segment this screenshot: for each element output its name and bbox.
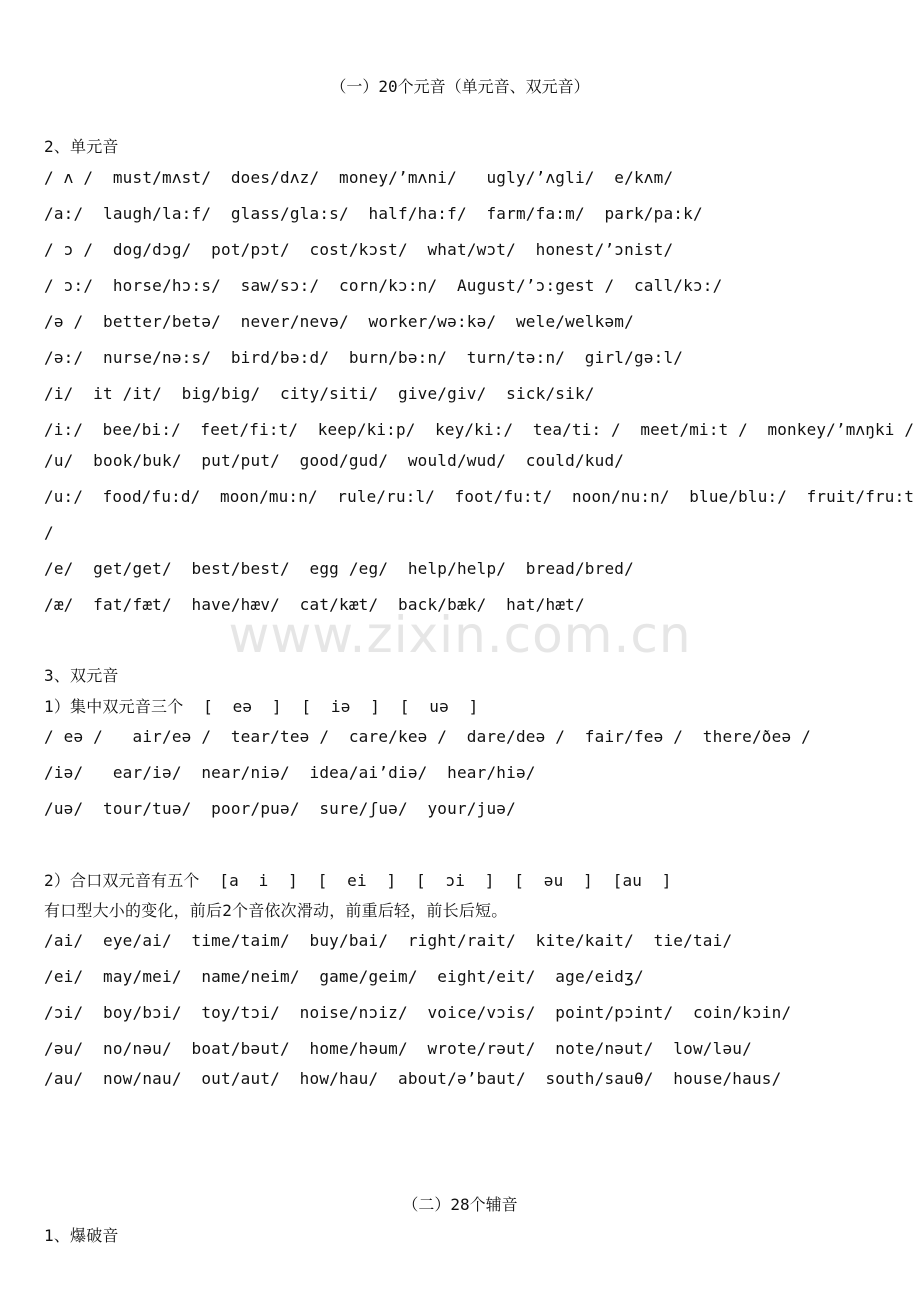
vowels-title: （一）20个元音（单元音、双元音） [330, 77, 590, 96]
diphthong-row-ai: /ai/ eye/ai/ time/taim/ buy/bai/ right/rait/ kite/kait/ tie/tai/ [44, 931, 733, 950]
centering-diphthongs-heading: 1）集中双元音三个 [ eə ] [ iə ] [ uə ] [44, 697, 479, 716]
monophthongs-heading: 2、单元音 [44, 137, 119, 156]
diphthong-row-ua: /uə/ tour/tuə/ poor/puə/ sure/ʃuə/ your/juə/ [44, 799, 516, 818]
consonants-title: （二）28个辅音 [402, 1195, 518, 1214]
vowel-row-e: /e/ get/get/ best/best/ egg /eg/ help/help/ bread/bred/ [44, 559, 634, 578]
vowel-row-schwa: /ə / better/betə/ never/nevə/ worker/wə:kə/ wele/welkəm/ [44, 312, 634, 331]
diphthong-row-ia: /iə/ ear/iə/ near/niə/ idea/ai’diə/ hear/hiə/ [44, 763, 536, 782]
diphthong-row-eu: /əu/ no/nəu/ boat/bəut/ home/həum/ wrote/rəut/ note/nəut/ low/ləu/ [44, 1039, 752, 1058]
diphthong-row-ea: / eə / air/eə / tear/teə / care/keə / dare/deə / fair/feə / there/ðeə / [44, 727, 811, 746]
vowel-row-schwa-long: /ə:/ nurse/nə:s/ bird/bə:d/ burn/bə:n/ turn/tə:n/ girl/gə:l/ [44, 348, 684, 367]
vowel-row-u-long-wrap: / [44, 523, 54, 542]
closing-diphthongs-heading: 2）合口双元音有五个 [a i ] [ ei ] [ ɔi ] [ əu ] [au ] [44, 871, 672, 890]
vowel-row-uh: / ʌ / must/mʌst/ does/dʌz/ money/’mʌni/ ugly/’ʌgli/ e/kʌm/ [44, 168, 674, 187]
diphthong-row-ei: /ei/ may/mei/ name/neim/ game/geim/ eight/eit/ age/eidʒ/ [44, 967, 644, 986]
vowel-row-u: /u/ book/buk/ put/put/ good/gud/ would/wud/ could/kud/ [44, 451, 625, 470]
vowel-row-o: / ɔ / dog/dɔg/ pot/pɔt/ cost/kɔst/ what/wɔt/ honest/’ɔnist/ [44, 240, 674, 259]
plosives-heading: 1、爆破音 [44, 1226, 119, 1245]
vowel-row-i: /i/ it /it/ big/big/ city/siti/ give/giv/ sick/sik/ [44, 384, 595, 403]
vowel-row-ae: /æ/ fat/fæt/ have/hæv/ cat/kæt/ back/bæk/ hat/hæt/ [44, 595, 585, 614]
vowel-row-a-long: /a:/ laugh/la:f/ glass/gla:s/ half/ha:f/ farm/fa:m/ park/pa:k/ [44, 204, 703, 223]
watermark: www.zixin.com.cn [228, 606, 692, 664]
closing-diphthongs-note: 有口型大小的变化，前后2个音依次滑动，前重后轻，前长后短。 [44, 901, 508, 920]
diphthong-row-oi: /ɔi/ boy/bɔi/ toy/tɔi/ noise/nɔiz/ voice/vɔis/ point/pɔint/ coin/kɔin/ [44, 1003, 792, 1022]
diphthongs-heading: 3、双元音 [44, 666, 119, 685]
diphthong-row-au: /au/ now/nau/ out/aut/ how/hau/ about/ə’baut/ south/sauθ/ house/haus/ [44, 1069, 782, 1088]
vowel-row-u-long: /u:/ food/fu:d/ moon/mu:n/ rule/ru:l/ foot/fu:t/ noon/nu:n/ blue/blu:/ fruit/fru:t [44, 487, 915, 506]
vowel-row-o-long: / ɔ:/ horse/hɔ:s/ saw/sɔ:/ corn/kɔ:n/ August/’ɔ:gest / call/kɔ:/ [44, 276, 723, 295]
vowel-row-i-long: /i:/ bee/bi:/ feet/fi:t/ keep/ki:p/ key/ki:/ tea/ti: / meet/mi:t / monkey/’mʌŋki / [44, 420, 915, 439]
